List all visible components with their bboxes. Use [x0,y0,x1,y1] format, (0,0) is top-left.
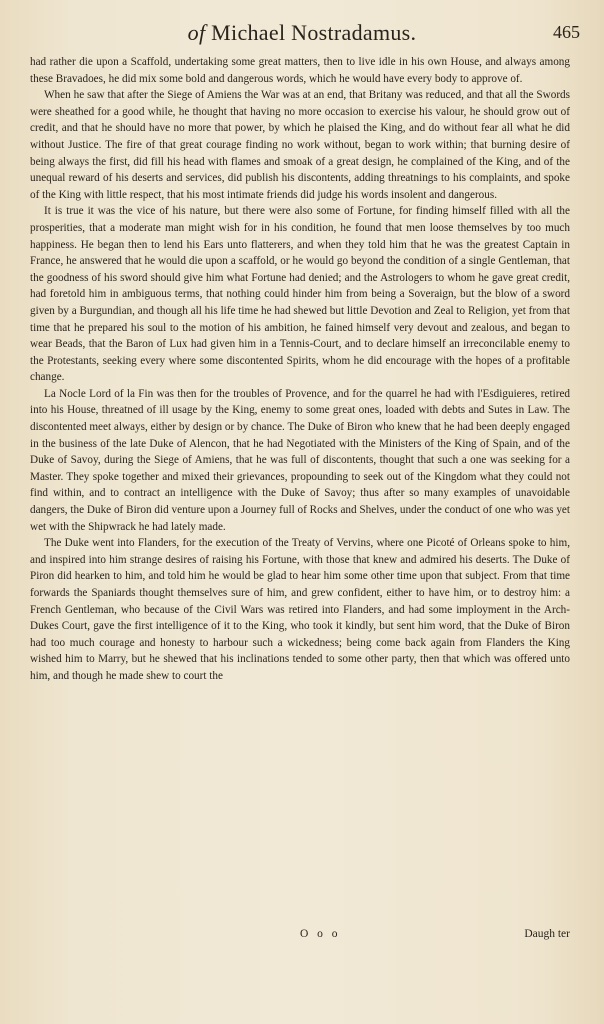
body-text [30,54,570,685]
page-number: 465 [553,22,580,42]
paragraph: La Nocle Lord of la Fin was then for the troubles of Provence, and for the quarrel he had with l'Esdiguieres, retired into his House, threatned of ill usage by the King, enemy to some great ones, loaded with debts and Sutes in Law. The discontented meet always, either by design or by chance. The Duke of Biron who knew that he had been deeply engaged in the business of the late Duke of Alencon, that he had Negotiated with the Ministers of the King of Spain, and of the Duke of Savoy, during the Siege of Amiens, that he was full of discontents, thought that such a one was seeking for a Master. They spoke together and mixed their grievances, propounding to seek out of the Kingdom what they could not find within, and to contract an intelligence with the Duke of Savoy; thus after so many examples of unavoidable dangers, the Duke of Biron did venture upon a Journey full of Rocks and Shelves, under the conduct of one who was yet wet with the Shipwrack he had lately made. [30,387,570,533]
catchword: Daugh ter [524,928,570,940]
paragraph: When he saw that after the Siege of Amiens the War was at an end, that Britany was reduced, and that all the Swords were sheathed for a good while, he thought that having no more occasion to exercise his valour, he should grow out of credit, and that he should have no more that power, by which he plaised the King, and do without fear all what he did without Justice. The fire of that great courage finding no work without, began to work within; that burning desire of being always the first, did fill his head with flames and smoak of a great design, he complained of the King, and of the unequal reward of his deserts and services, did publish his discontents, adding threatnings to his complaints, and spoke of the King with little respect, that his most intimate friends did judge his words insolent and dangerous. [30,89,570,201]
paragraph: The Duke went into Flanders, for the execution of the Treaty of Vervins, where one Picoté of Orleans spoke to him, and inspired into him strange desires of raising his Fortune, with those that knew and admired his deserts. The Duke of Piron did hearken to him, and told him he would be glad to hear him some other time upon that subject. From that time forwards the Spaniards thought themselves sure of him, and grew confident, either to have him, or to destroy him: a French Gentleman, who because of the Civil Wars was retired into Flanders, and had some imployment in the Arch-Dukes Court, gave the first intelligence of it to the King, who took it kindly, but sent him word, that the Duke of Biron had too much courage and honesty to harbour such a wickedness; being come back again from Flanders the King wished him to Marry, but he shewed that his inclinations tended to some other party, then that which was offered unto him, and though he made shew to court the [30,537,570,682]
running-head-of: of [187,20,206,45]
paragraph: It is true it was the vice of his nature, but there were also some of Fortune, for finding himself filled with all the prosperities, that a moderate man might wish for in his condition, he found that men loose themselves by too much happiness. He began then to lend his Ears unto flatterers, and when they told him that he was the greatest Captain in France, he answered that he would die upon a scaffold, or he would go beyond the condition of a single Gentleman, that the goodness of his sword should give him what Fortune had denied; and the Astrologers to whom he gave great credit, had foretold him in ambiguous terms, that nothing could hinder him from being a Soveraign, but the blow of a sword given by a Burgundian, and though all his life time he had shewed but little Devotion and Zeal to Religion, yet from that time that he prepared his soul to the motion of his ambition, he fained himself very devout and zealous, and began to wear Beads, that the Baron of Lux had given him in a Tennis-Court, and to declare himself an irreconcilable enemy to the Protestants, seeking every where some discontented Spirits, whom he did encourage with the hopes of a profitable change. [30,205,570,384]
signature-mark: O o o [300,928,341,940]
page-footer [30,928,570,946]
page-header [0,20,604,54]
paragraph: had rather die upon a Scaffold, undertaking some great matters, then to live idle in his own House, and always among these Bravadoes, he did mix some bold and dangerous words, which he would have every body to approve of. [30,56,570,85]
running-head-title: Michael Nostradamus. [211,20,417,45]
running-head [0,20,604,46]
